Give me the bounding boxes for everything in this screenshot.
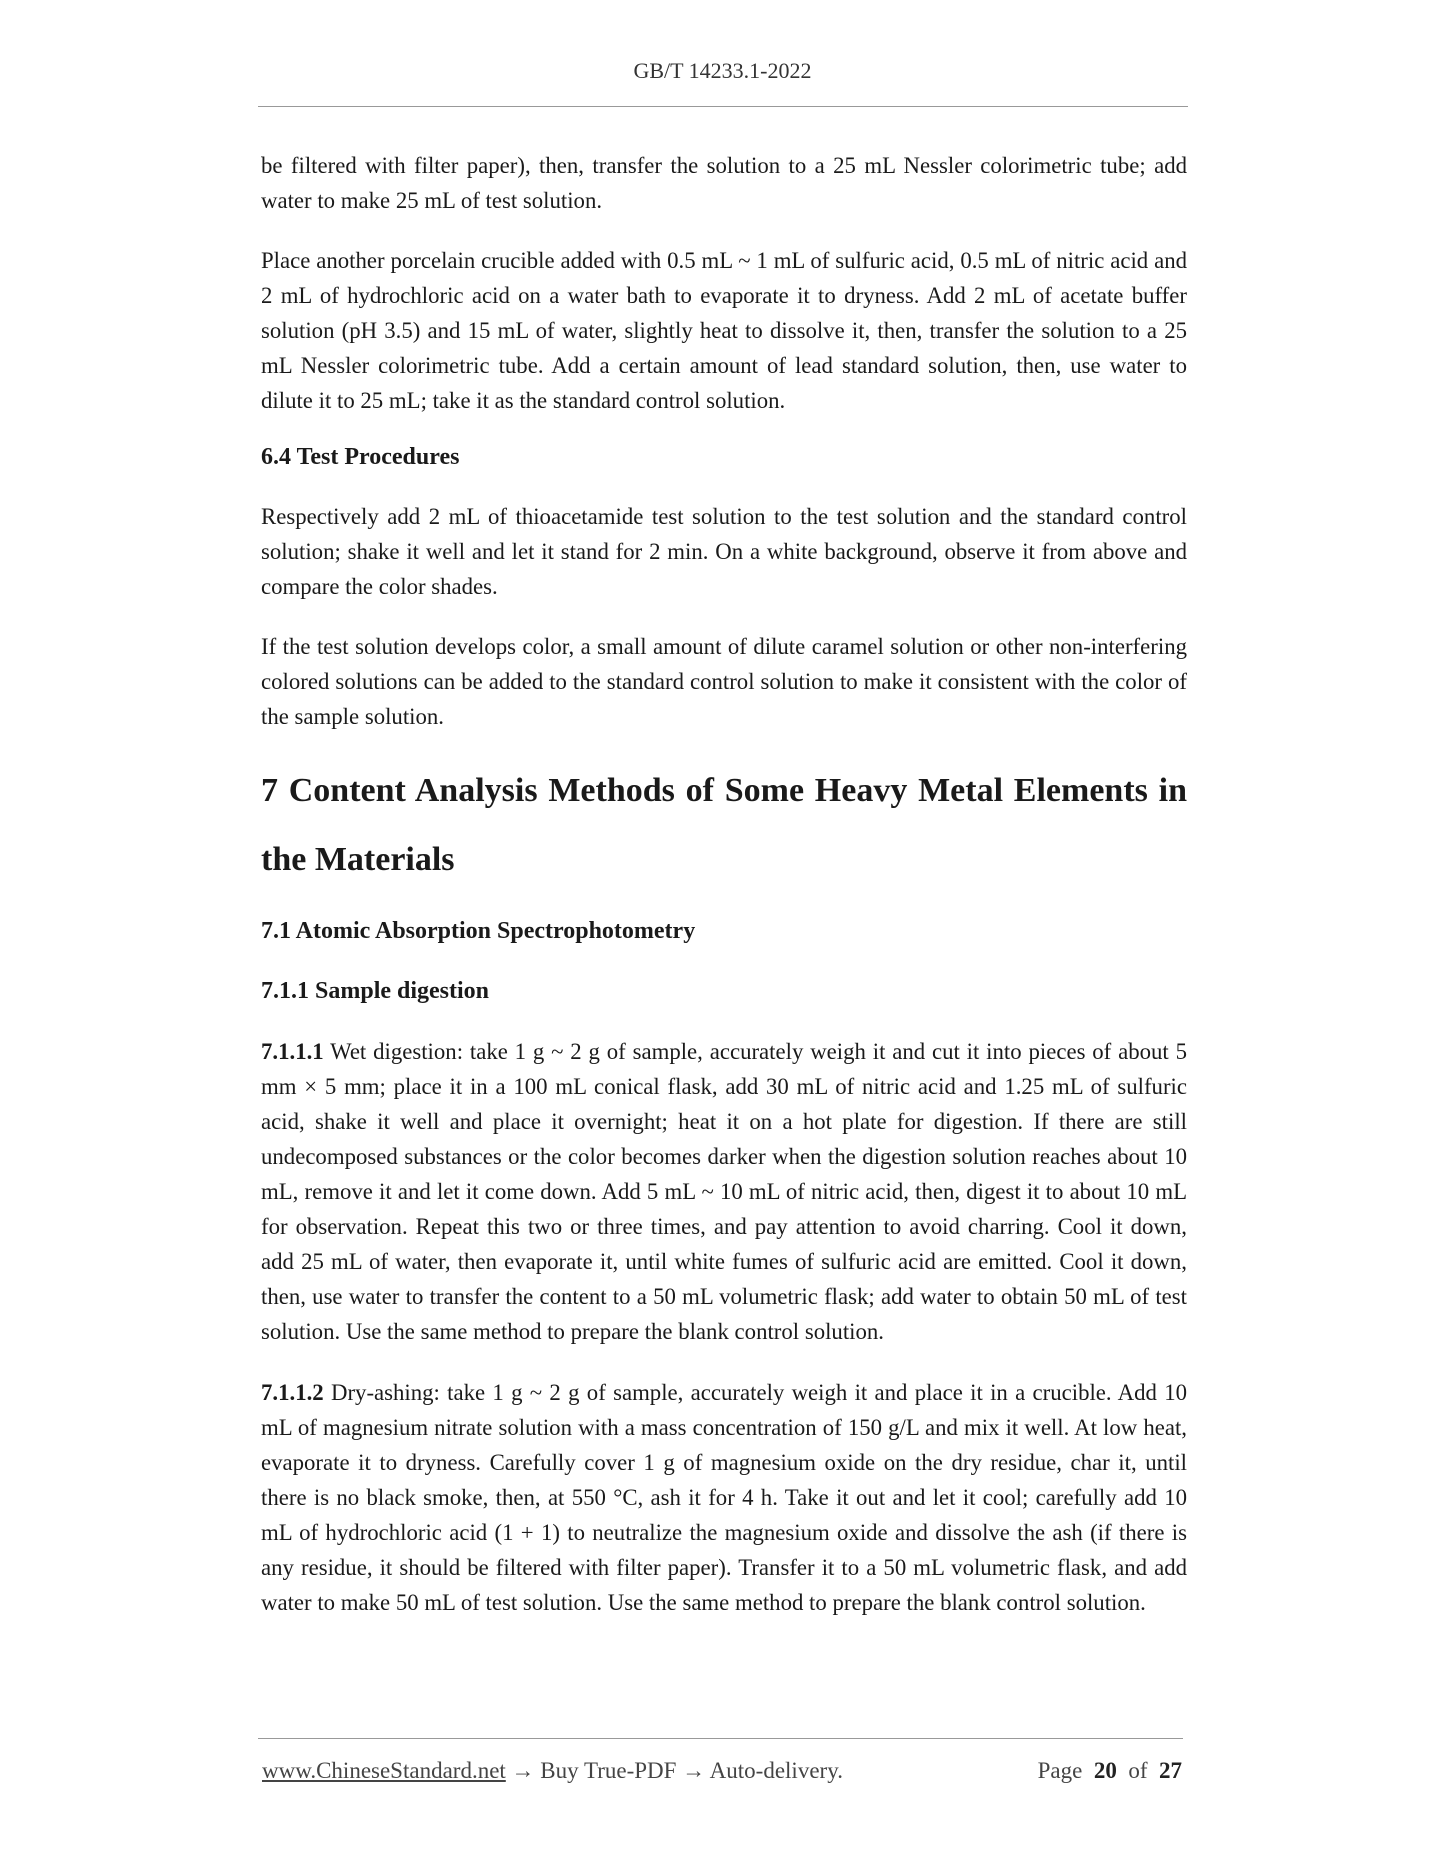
of-label: of [1128,1758,1148,1783]
paragraph: If the test solution develops color, a small amount of dilute caramel solution or other non-interfering colored solutions can be added to the standard control solution to make it consistent with the color of the sample solution. [261,634,1187,729]
arrow-icon: → [676,1758,710,1783]
chapter-heading-7: 7 Content Analysis Methods of Some Heavy Metal Elements in the Materials [261,772,1187,878]
footer-divider [258,1738,1183,1739]
clause-text: Dry-ashing: take 1 g ~ 2 g of sample, accurately weigh it and place it in a crucible. Add 10 mL of magnesium nitrate solution with a mass concentration of 150 g/L and mix it well. At low heat, evaporate it to dryness. Carefully cover 1 g of magnesium oxide on the dry residue, char it, until there is no black smoke, then, at 550 °C, ash it for 4 h. Take it out and let it cool; carefully add 10 mL of hydrochloric acid (1 + 1) to neutralize the magnesium oxide and dissolve the ash (if there is any residue, it should be filtered with filter paper). Transfer it to a 50 mL volumetric flask, and add water to make 50 mL of test solution. Use the same method to prepare the blank control solution. [261,1380,1187,1615]
document-body [261,148,1187,1620]
subsection-heading-7-1-1: 7.1.1 Sample digestion [261,978,490,1004]
header-divider [258,106,1188,107]
total-pages: 27 [1159,1758,1182,1783]
paragraph: be filtered with filter paper), then, transfer the solution to a 25 mL Nessler colorimetric tube; add water to make 25 mL of test solution. [261,153,1187,213]
clause-7-1-1-1 [261,1034,1187,1349]
buy-text: Buy True-PDF [540,1758,677,1783]
website-link[interactable]: www.ChineseStandard.net [262,1758,506,1783]
clause-number: 7.1.1.1 [261,1039,324,1064]
paragraph: Respectively add 2 mL of thioacetamide test solution to the test solution and the standard control solution; shake it well and let it stand for 2 min. On a white background, observe it from above and compare the color shades. [261,504,1187,599]
delivery-text: Auto-delivery. [709,1758,843,1783]
clause-number: 7.1.1.2 [261,1380,324,1405]
paragraph: Place another porcelain crucible added with 0.5 mL ~ 1 mL of sulfuric acid, 0.5 mL of nitric acid and 2 mL of hydrochloric acid on a water bath to evaporate it to dryness. Add 2 mL of acetate buffer solution (pH 3.5) and 15 mL of water, slightly heat to dissolve it, then, transfer the solution to a 25 mL Nessler colorimetric tube. Add a certain amount of lead standard solution, then, use water to dilute it to 25 mL; take it as the standard control solution. [261,248,1187,413]
section-heading-7-1: 7.1 Atomic Absorption Spectrophotometry [261,918,696,944]
clause-7-1-1-2 [261,1375,1187,1620]
current-page: 20 [1093,1758,1117,1783]
arrow-icon: → [505,1758,541,1783]
section-heading-6-4: 6.4 Test Procedures [261,444,460,470]
page-footer [262,1758,1182,1788]
page-label: Page [1037,1758,1083,1783]
page-number [1038,1758,1182,1784]
clause-text: Wet digestion: take 1 g ~ 2 g of sample, accurately weigh it and cut it into pieces of about 5 mm × 5 mm; place it in a 100 mL conical flask, add 30 mL of nitric acid and 1.25 mL of sulfuric acid, shake it well and place it overnight; heat it on a hot plate for digestion. If there are still undecomposed substances or the color becomes darker when the digestion solution reaches about 10 mL, remove it and let it come down. Add 5 mL ~ 10 mL of nitric acid, then, digest it to about 10 mL for observation. Repeat this two or three times, and pay attention to avoid charring. Cool it down, add 25 mL of water, then evaporate it, until white fumes of sulfuric acid are emitted. Cool it down, then, use water to transfer the content to a 50 mL volumetric flask; add water to obtain 50 mL of test solution. Use the same method to prepare the blank control solution. [261,1039,1187,1344]
page-header: GB/T 14233.1-2022 [633,58,812,83]
